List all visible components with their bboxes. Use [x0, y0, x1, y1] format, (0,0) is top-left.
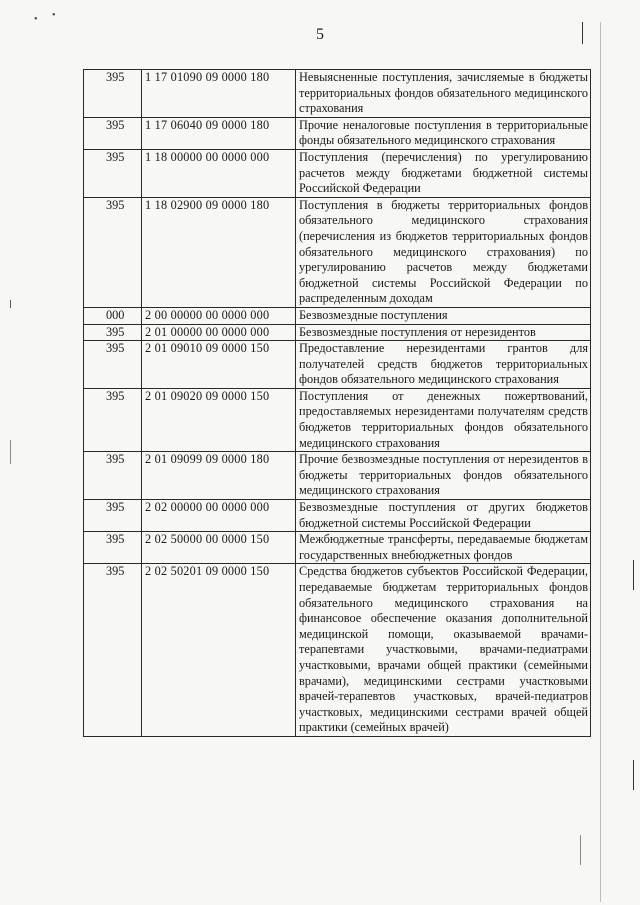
classification-code-cell: 1 18 00000 00 0000 000	[142, 149, 296, 197]
admin-code-cell: 395	[84, 70, 142, 118]
table-row	[84, 117, 591, 149]
table-row	[84, 500, 591, 532]
scan-mark	[633, 560, 634, 590]
admin-code-cell: 395	[84, 149, 142, 197]
table-row	[84, 324, 591, 341]
table-row	[84, 452, 591, 500]
admin-code-cell: 395	[84, 500, 142, 532]
admin-code-cell: 395	[84, 388, 142, 451]
table-row	[84, 388, 591, 451]
admin-code-cell: 395	[84, 197, 142, 307]
description-cell: Прочие неналоговые поступления в территориальные фонды обязательного медицинского страхования	[296, 117, 591, 149]
scan-mark	[580, 835, 581, 865]
admin-code-cell: 395	[84, 532, 142, 564]
classification-code-cell: 2 01 09099 09 0000 180	[142, 452, 296, 500]
admin-code-cell: 000	[84, 307, 142, 324]
classification-code-cell: 2 02 50201 09 0000 150	[142, 564, 296, 737]
classification-code-cell: 2 01 00000 00 0000 000	[142, 324, 296, 341]
scan-mark	[600, 22, 601, 902]
description-cell: Безвозмездные поступления	[296, 307, 591, 324]
description-cell: Безвозмездные поступления от нерезидентов	[296, 324, 591, 341]
admin-code-cell: 395	[84, 324, 142, 341]
table-row	[84, 532, 591, 564]
description-cell: Межбюджетные трансферты, передаваемые бюджетам государственных внебюджетных фондов	[296, 532, 591, 564]
description-cell: Средства бюджетов субъектов Российской Федерации, передаваемые бюджетам территориальных фондов обязательного медицинского страхования на финансовое обеспечение оказания дополнительной медицинской помощи, оказываемой врачами-терапевтами участковыми, врачами-педиатрами участковыми, врачами общей практики (семейными врачами), медицинскими сестрами участковыми врачей-терапевтов участковых, врачей-педиатров участковых, медицинскими сестрами врачей общей практики (семейных врачей)	[296, 564, 591, 737]
table-row	[84, 564, 591, 737]
admin-code-cell: 395	[84, 117, 142, 149]
description-cell: Поступления (перечисления) по урегулированию расчетов между бюджетами бюджетной системы Российской Федерации	[296, 149, 591, 197]
description-cell: Безвозмездные поступления от других бюджетов бюджетной системы Российской Федерации	[296, 500, 591, 532]
scan-mark	[10, 300, 11, 308]
scan-speck: •	[52, 10, 56, 21]
table-row	[84, 197, 591, 307]
description-cell: Невыясненные поступления, зачисляемые в бюджеты территориальных фондов обязательного медицинского страхования	[296, 70, 591, 118]
table-body	[84, 70, 591, 737]
budget-classification-table	[83, 69, 591, 737]
classification-code-cell: 1 17 01090 09 0000 180	[142, 70, 296, 118]
page-number: 5	[316, 26, 324, 43]
scan-mark	[582, 22, 583, 44]
admin-code-cell: 395	[84, 452, 142, 500]
classification-code-cell: 1 18 02900 09 0000 180	[142, 197, 296, 307]
scan-mark	[10, 440, 11, 464]
table-row	[84, 341, 591, 389]
classification-code-cell: 1 17 06040 09 0000 180	[142, 117, 296, 149]
classification-code-cell: 2 01 09010 09 0000 150	[142, 341, 296, 389]
scan-speck: •	[34, 14, 38, 25]
description-cell: Прочие безвозмездные поступления от нерезидентов в бюджеты территориальных фондов обязательного медицинского страхования	[296, 452, 591, 500]
admin-code-cell: 395	[84, 341, 142, 389]
classification-code-cell: 2 01 09020 09 0000 150	[142, 388, 296, 451]
table-row	[84, 307, 591, 324]
description-cell: Поступления в бюджеты территориальных фондов обязательного медицинского страхования (перечисления из бюджетов территориальных фондов обязательного медицинского страхования) по урегулированию расчетов между бюджетами бюджетной системы Российской Федерации по распределенным доходам	[296, 197, 591, 307]
scan-mark	[633, 760, 634, 790]
description-cell: Поступления от денежных пожертвований, предоставляемых нерезидентами получателям средств бюджетов территориальных фондов обязательного медицинского страхования	[296, 388, 591, 451]
classification-code-cell: 2 02 50000 00 0000 150	[142, 532, 296, 564]
classification-code-cell: 2 02 00000 00 0000 000	[142, 500, 296, 532]
admin-code-cell: 395	[84, 564, 142, 737]
table-row	[84, 149, 591, 197]
description-cell: Предоставление нерезидентами грантов для получателей средств бюджетов территориальных фондов обязательного медицинского страхования	[296, 341, 591, 389]
classification-code-cell: 2 00 00000 00 0000 000	[142, 307, 296, 324]
table-row	[84, 70, 591, 118]
